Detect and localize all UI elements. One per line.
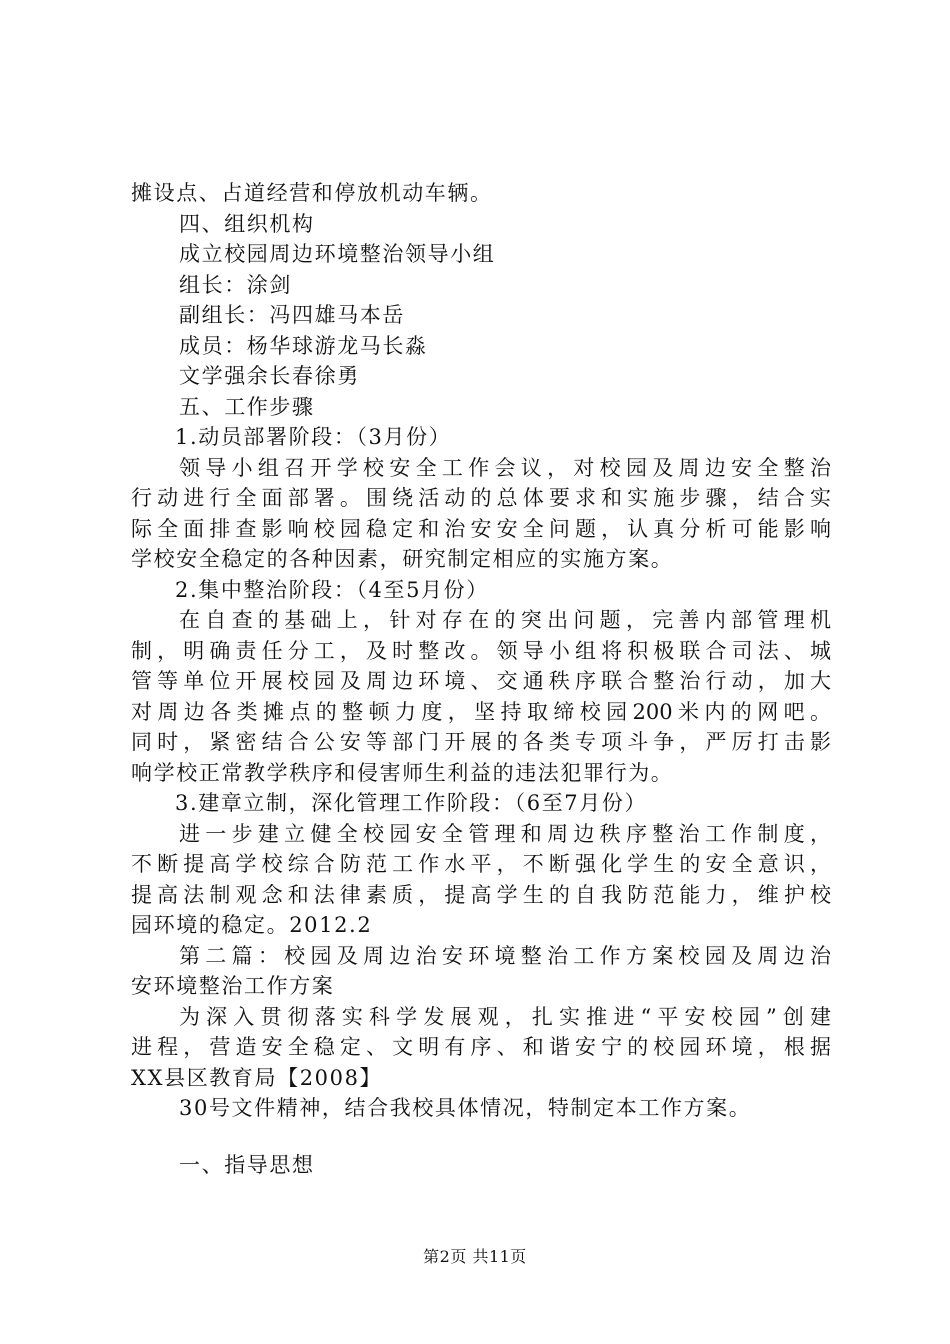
text-line: 园环境的稳定。2012.2: [131, 913, 373, 937]
step-heading: 2.集中整治阶段：（4至5月份）: [175, 577, 489, 602]
paragraph-gap: [131, 1124, 831, 1150]
text-line: 进程，营造安全稳定、文明有序、和谐安宁的校园环境，根据: [131, 1035, 831, 1059]
text-line: 成员：杨华球游龙马长淼: [179, 333, 428, 358]
text-line: 成立校园周边环境整治领导小组: [179, 242, 496, 266]
chapter-title: 安环境整治工作方案: [131, 974, 335, 998]
text-line: 响学校正常教学秩序和侵害师生利益的违法犯罪行为。: [131, 760, 674, 785]
step-heading: 1.动员部署阶段：（3月份）: [175, 425, 452, 449]
text-line: 领导小组召开学校安全工作会议，对校园及周边安全整治: [179, 455, 831, 480]
text-line: 摊设点、占道经营和停放机动车辆。: [131, 181, 493, 205]
page-number: 第2页 共11页: [423, 1247, 527, 1266]
text-line: 学校安全稳定的各种因素，研究制定相应的实施方案。: [131, 547, 674, 571]
text-line: 进一步建立健全校园安全管理和周边秩序整治工作制度，: [179, 821, 831, 846]
text-line: 组长：涂剑: [179, 272, 292, 297]
text-line: 副组长：冯四雄马本岳: [179, 303, 405, 327]
section-heading: 四、组织机构: [179, 211, 315, 236]
document-body: [131, 178, 831, 1180]
text-line: 不断提高学校综合防范工作水平，不断强化学生的安全意识，: [131, 852, 831, 876]
text-line: 同时，紧密结合公安等部门开展的各类专项斗争，严厉打击影: [131, 730, 831, 754]
section-heading: 五、工作步骤: [179, 394, 315, 419]
text-line: 30号文件精神，结合我校具体情况，特制定本工作方案。: [179, 1096, 752, 1120]
text-line: 际全面排查影响校园稳定和治安安全问题，认真分析可能影响: [131, 516, 831, 541]
text-line: 行动进行全面部署。围绕活动的总体要求和实施步骤，结合实: [131, 486, 831, 510]
text-line: 制，明确责任分工，及时整改。领导小组将积极联合司法、城: [131, 638, 831, 663]
text-line: 为深入贯彻落实科学发展观，扎实推进“平安校园”创建: [179, 1004, 831, 1029]
text-line: 管等单位开展校园及周边环境、交通秩序联合整治行动，加大: [131, 669, 831, 693]
step-heading: 3.建章立制，深化管理工作阶段：（6至7月份）: [175, 791, 648, 815]
text-line: 文学强余长春徐勇: [179, 364, 360, 388]
section-heading: 一、指导思想: [179, 1152, 315, 1177]
text-line: 在自查的基础上，针对存在的突出问题，完善内部管理机: [179, 608, 831, 632]
chapter-title: 第二篇：校园及周边治安环境整治工作方案校园及周边治: [179, 943, 831, 968]
text-line: 提高法制观念和法律素质，提高学生的自我防范能力，维护校: [131, 882, 831, 907]
text-line: 对周边各类摊点的整顿力度，坚持取缔校园200米内的网吧。: [131, 699, 831, 724]
text-line: XX县区教育局【2008】: [131, 1065, 383, 1090]
